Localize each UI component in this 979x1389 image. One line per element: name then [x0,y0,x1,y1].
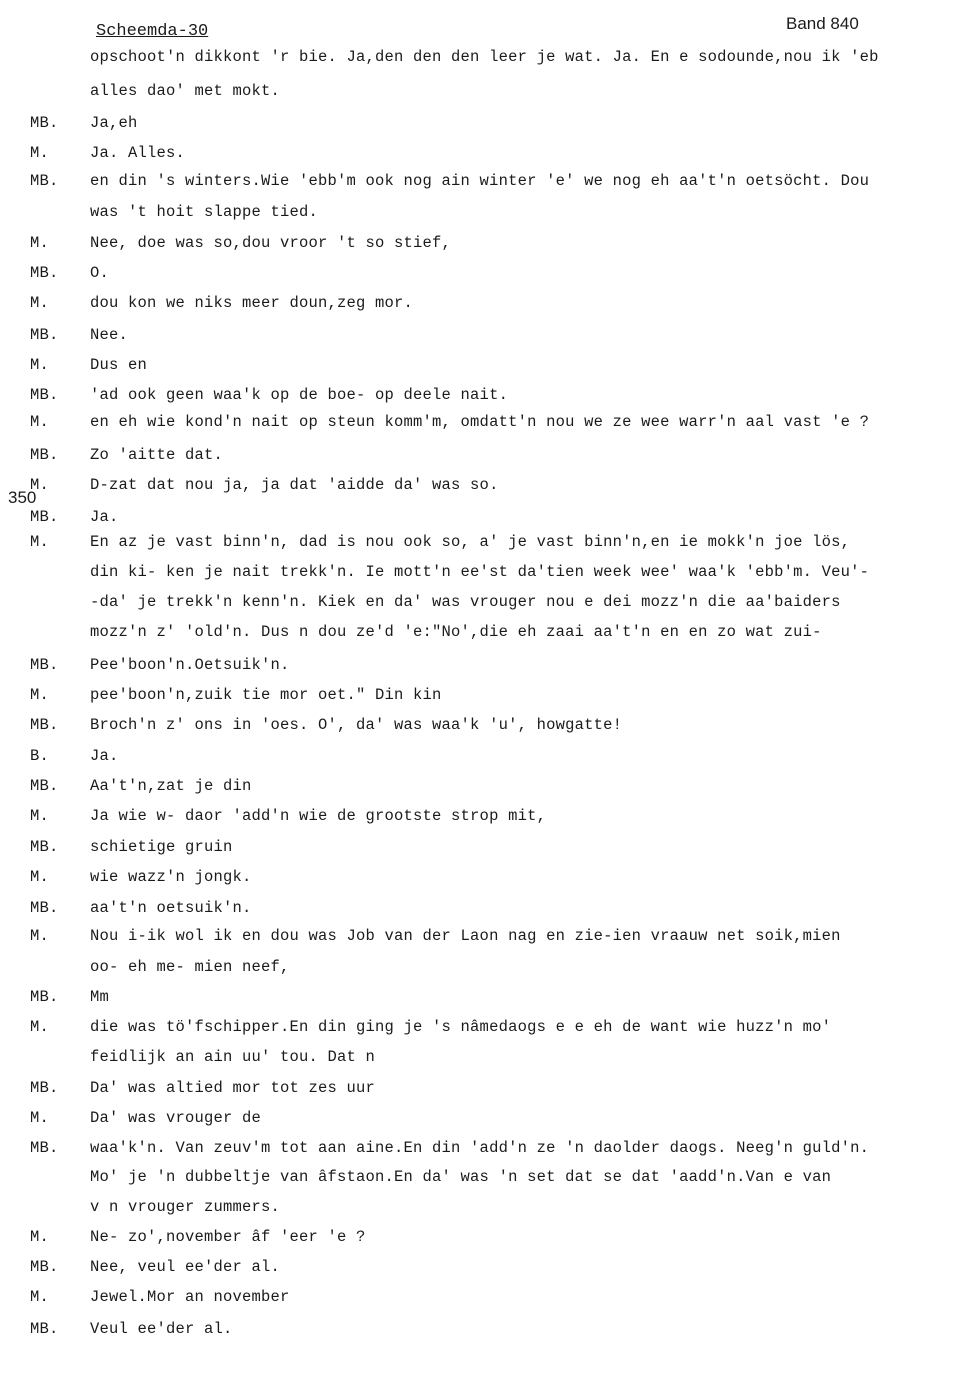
transcript-line [0,1288,979,1312]
speaker-label: M. [30,1018,50,1036]
transcript-line [0,413,979,437]
transcript-line [0,476,979,500]
speaker-label: M. [30,927,50,945]
transcript-line [0,294,979,318]
speaker-label: MB. [30,988,59,1006]
speaker-label: MB. [30,899,59,917]
utterance-text: Ja,eh [90,114,138,132]
speaker-label: MB. [30,716,59,734]
speaker-label: MB. [30,656,59,674]
utterance-text: -da' je trekk'n kenn'n. Kiek en da' was vrouger nou e dei mozz'n die aa'baiders [90,593,841,611]
utterance-text: Nee, veul ee'der al. [90,1258,281,1276]
transcript-line [0,807,979,831]
speaker-label: M. [30,868,50,886]
utterance-text: Jewel.Mor an november [90,1288,290,1306]
speaker-label: M. [30,294,50,312]
utterance-text: D-zat dat nou ja, ja dat 'aidde da' was so. [90,476,499,494]
transcript-line [0,1228,979,1252]
utterance-text: v n vrouger zummers. [90,1198,281,1216]
utterance-text: Ja. [90,747,119,765]
transcript-line [0,82,979,106]
utterance-text: Nee. [90,326,129,344]
transcript-line [0,446,979,470]
utterance-text: wie wazz'n jongk. [90,868,252,886]
transcript-line [0,533,979,557]
transcript-line [0,1198,979,1222]
utterance-text: en eh wie kond'n nait op steun komm'm, omdatt'n nou we ze wee warr'n aal vast 'e ? [90,413,870,431]
transcript-line [0,838,979,862]
transcript-line [0,1258,979,1282]
transcript-line [0,927,979,951]
utterance-text: die was tö'fschipper.En din ging je 's nâmedaogs e e eh de want wie huzz'n mo' [90,1018,832,1036]
speaker-label: MB. [30,386,59,404]
utterance-text: Mm [90,988,110,1006]
transcript-line [0,326,979,350]
speaker-label: MB. [30,326,59,344]
utterance-text: 'ad ook geen waa'k op de boe- op deele nait. [90,386,509,404]
transcript-line [0,593,979,617]
speaker-label: M. [30,807,50,825]
transcript-line [0,508,979,532]
utterance-text: pee'boon'n,zuik tie mor oet." Din kin [90,686,442,704]
utterance-text: Nou i-ik wol ik en dou was Job van der Laon nag en zie-ien vraauw net soik,mien [90,927,841,945]
transcript-line [0,623,979,647]
speaker-label: MB. [30,508,59,526]
speaker-label: M. [30,356,50,374]
utterance-text: din ki- ken je nait trekk'n. Ie mott'n ee'st da'tien week wee' waa'k 'ebb'm. Veu'- [90,563,870,581]
transcript-line [0,747,979,771]
speaker-label: MB. [30,1320,59,1338]
utterance-text: Broch'n z' ons in 'oes. O', da' was waa'k 'u', howgatte! [90,716,623,734]
transcript-line [0,958,979,982]
transcript-line [0,716,979,740]
utterance-text: Dus en [90,356,148,374]
transcript-line [0,1079,979,1103]
utterance-text: en din 's winters.Wie 'ebb'm ook nog ain winter 'e' we nog eh aa't'n oetsöcht. Dou [90,172,870,190]
transcript-line [0,1018,979,1042]
page-header-band: Band 840 [786,14,859,33]
transcript-line [0,868,979,892]
transcript-line [0,899,979,923]
transcript-line [0,144,979,168]
utterance-text: Nee, doe was so,dou vroor 't so stief, [90,234,452,252]
speaker-label: MB. [30,1139,59,1157]
utterance-text: O. [90,264,110,282]
transcript-line [0,686,979,710]
speaker-label: MB. [30,777,59,795]
speaker-label: M. [30,1288,50,1306]
utterance-text: Ne- zo',november âf 'eer 'e ? [90,1228,366,1246]
transcript-line [0,203,979,227]
utterance-text: dou kon we niks meer doun,zeg mor. [90,294,414,312]
transcript-line [0,48,979,72]
utterance-text: oo- eh me- mien neef, [90,958,290,976]
speaker-label: MB. [30,1258,59,1276]
speaker-label: M. [30,533,50,551]
speaker-label: M. [30,144,50,162]
speaker-label: B. [30,747,50,765]
utterance-text: Veul ee'der al. [90,1320,233,1338]
transcript-line [0,1109,979,1133]
speaker-label: M. [30,1228,50,1246]
utterance-text: Da' was altied mor tot zes uur [90,1079,376,1097]
speaker-label: MB. [30,114,59,132]
transcript-line [0,356,979,380]
speaker-label: M. [30,686,50,704]
speaker-label: MB. [30,838,59,856]
speaker-label: MB. [30,446,59,464]
utterance-text: Aa't'n,zat je din [90,777,252,795]
utterance-text: Da' was vrouger de [90,1109,262,1127]
transcript-line [0,1168,979,1192]
transcript-line [0,386,979,410]
speaker-label: MB. [30,172,59,190]
utterance-text: feidlijk an ain uu' tou. Dat n [90,1048,376,1066]
utterance-text: opschoot'n dikkont 'r bie. Ja,den den den leer je wat. Ja. En e sodounde,nou ik 'eb [90,48,879,66]
utterance-text: Zo 'aitte dat. [90,446,224,464]
transcript-line [0,988,979,1012]
transcript-line [0,1139,979,1163]
utterance-text: aa't'n oetsuik'n. [90,899,252,917]
utterance-text: was 't hoit slappe tied. [90,203,319,221]
margin-line-number: 350 [8,488,37,507]
transcript-line [0,1048,979,1072]
speaker-label: MB. [30,1079,59,1097]
transcript-line [0,234,979,258]
transcript-line [0,114,979,138]
utterance-text: Ja wie w- daor 'add'n wie de grootste strop mit, [90,807,547,825]
speaker-label: M. [30,413,50,431]
utterance-text: Mo' je 'n dubbeltje van âfstaon.En da' was 'n set dat se dat 'aadd'n.Van e van [90,1168,832,1186]
transcript-line [0,563,979,587]
utterance-text: Ja. [90,508,119,526]
utterance-text: Ja. Alles. [90,144,186,162]
transcript-line [0,656,979,680]
utterance-text: En az je vast binn'n, dad is nou ook so, a' je vast binn'n,en ie mokk'n joe lös, [90,533,851,551]
transcript-line [0,264,979,288]
page-header-title: Scheemda-30 [96,22,209,41]
speaker-label: M. [30,234,50,252]
speaker-label: MB. [30,264,59,282]
transcript-line [0,1320,979,1344]
utterance-text: Pee'boon'n.Oetsuik'n. [90,656,290,674]
utterance-text: alles dao' met mokt. [90,82,281,100]
speaker-label: M. [30,476,50,494]
utterance-text: waa'k'n. Van zeuv'm tot aan aine.En din 'add'n ze 'n daolder daogs. Neeg'n guld'n. [90,1139,870,1157]
utterance-text: mozz'n z' 'old'n. Dus n dou ze'd 'e:"No',die eh zaai aa't'n en en zo wat zui- [90,623,822,641]
transcript-line [0,777,979,801]
transcript-line [0,172,979,196]
speaker-label: M. [30,1109,50,1127]
utterance-text: schietige gruin [90,838,233,856]
